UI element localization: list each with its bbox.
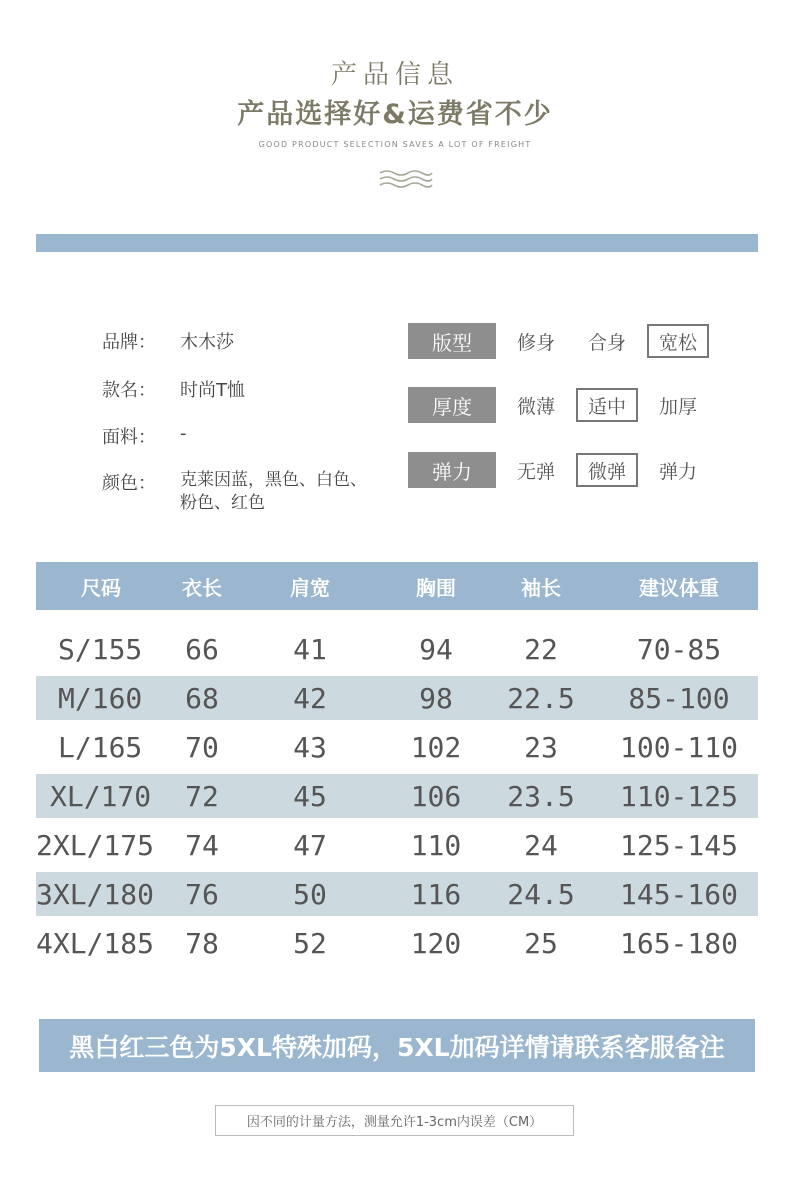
divider-bar <box>36 234 758 252</box>
section-title: 产品信息 <box>330 60 459 90</box>
thickness-option-thick: 加厚 <box>659 396 698 418</box>
header-sleeve: 袖长 <box>521 575 561 600</box>
cell-chest: 102 <box>410 730 462 764</box>
cell-sleeve: 24.5 <box>507 877 575 911</box>
cell-shoulder: 52 <box>293 926 327 960</box>
color-value <box>180 469 367 515</box>
cell-chest: 106 <box>410 779 462 813</box>
cell-chest: 110 <box>410 828 462 862</box>
cell-sleeve: 23 <box>524 730 558 764</box>
cell-length: 66 <box>185 632 219 666</box>
cell-weight: 110-125 <box>619 779 738 813</box>
thickness-option-medium: 适中 <box>576 388 638 422</box>
table-row <box>36 676 758 720</box>
cell-weight: 100-110 <box>619 730 738 764</box>
table-row <box>36 872 758 916</box>
header-chest: 胸围 <box>416 575 456 600</box>
cell-length: 68 <box>185 681 219 715</box>
cell-weight: 125-145 <box>619 828 738 862</box>
fit-options <box>408 322 709 360</box>
color-label: 颜色： <box>102 473 156 494</box>
cell-length: 70 <box>185 730 219 764</box>
table-row <box>36 627 758 671</box>
brand-row <box>102 328 234 354</box>
table-row <box>36 921 758 965</box>
cell-shoulder: 41 <box>293 632 327 666</box>
cell-length: 76 <box>185 877 219 911</box>
table-row <box>36 774 758 818</box>
fit-option-regular: 合身 <box>588 332 627 354</box>
cell-shoulder: 47 <box>293 828 327 862</box>
cell-sleeve: 22 <box>524 632 558 666</box>
size-table-header <box>36 562 758 610</box>
cell-size: 3XL/180 <box>36 877 155 911</box>
cell-chest: 98 <box>419 681 453 715</box>
table-row <box>36 725 758 769</box>
cell-shoulder: 43 <box>293 730 327 764</box>
elasticity-label: 弹力 <box>408 452 496 488</box>
thickness-label: 厚度 <box>408 387 496 423</box>
style-label: 款名： <box>102 380 156 401</box>
cell-weight: 85-100 <box>628 681 730 715</box>
cell-size: M/160 <box>58 681 143 715</box>
style-value: 时尚T恤 <box>180 380 245 401</box>
header-length: 衣长 <box>182 575 222 600</box>
cell-length: 72 <box>185 779 219 813</box>
cell-size: L/165 <box>58 730 143 764</box>
cell-sleeve: 23.5 <box>507 779 575 813</box>
cell-size: 2XL/175 <box>36 828 155 862</box>
elasticity-option-none: 无弹 <box>517 461 556 483</box>
elasticity-option-slight: 微弹 <box>576 453 638 487</box>
cell-length: 74 <box>185 828 219 862</box>
plus-size-notice: 黑白红三色为5XL特殊加码，5XL加码详情请联系客服备注 <box>39 1019 755 1072</box>
cell-weight: 145-160 <box>619 877 738 911</box>
color-value-line-2: 粉色、红色 <box>180 493 265 513</box>
table-row <box>36 823 758 867</box>
color-value-line-1: 克莱因蓝，黑色、白色、 <box>180 470 367 490</box>
cell-weight: 165-180 <box>619 926 738 960</box>
fit-option-loose: 宽松 <box>647 324 709 358</box>
measurement-footnote: 因不同的计量方法，测量允许1-3cm内误差（CM） <box>215 1105 574 1136</box>
wave-decoration-icon <box>378 168 434 190</box>
cell-shoulder: 42 <box>293 681 327 715</box>
cell-sleeve: 24 <box>524 828 558 862</box>
fit-option-slim: 修身 <box>517 332 556 354</box>
fabric-row <box>102 423 187 449</box>
header-weight: 建议体重 <box>639 575 719 600</box>
cell-weight: 70-85 <box>636 632 722 666</box>
cell-length: 78 <box>185 926 219 960</box>
section-slogan: 产品选择好&运费省不少 <box>237 99 553 130</box>
header-size: 尺码 <box>81 575 121 600</box>
thickness-options <box>408 386 709 424</box>
cell-sleeve: 22.5 <box>507 681 575 715</box>
section-subtitle: GOOD PRODUCT SELECTION SAVES A LOT OF FREIGHT <box>258 140 532 149</box>
cell-sleeve: 25 <box>524 926 558 960</box>
thickness-option-thin: 微薄 <box>517 396 556 418</box>
brand-label: 品牌： <box>102 332 156 353</box>
cell-size: S/155 <box>58 632 143 666</box>
fabric-value: - <box>180 423 187 444</box>
cell-chest: 120 <box>410 926 462 960</box>
fit-label: 版型 <box>408 323 496 359</box>
cell-chest: 116 <box>410 877 462 911</box>
cell-shoulder: 50 <box>293 877 327 911</box>
fabric-label: 面料： <box>102 427 156 448</box>
cell-size: 4XL/185 <box>36 926 155 960</box>
cell-size: XL/170 <box>50 779 152 813</box>
color-row <box>102 469 367 515</box>
cell-shoulder: 45 <box>293 779 327 813</box>
cell-chest: 94 <box>419 632 453 666</box>
elasticity-options <box>408 451 709 489</box>
style-row <box>102 376 245 402</box>
elasticity-option-stretch: 弹力 <box>659 461 698 483</box>
header-shoulder: 肩宽 <box>290 575 330 600</box>
brand-value: 木木莎 <box>180 332 234 353</box>
